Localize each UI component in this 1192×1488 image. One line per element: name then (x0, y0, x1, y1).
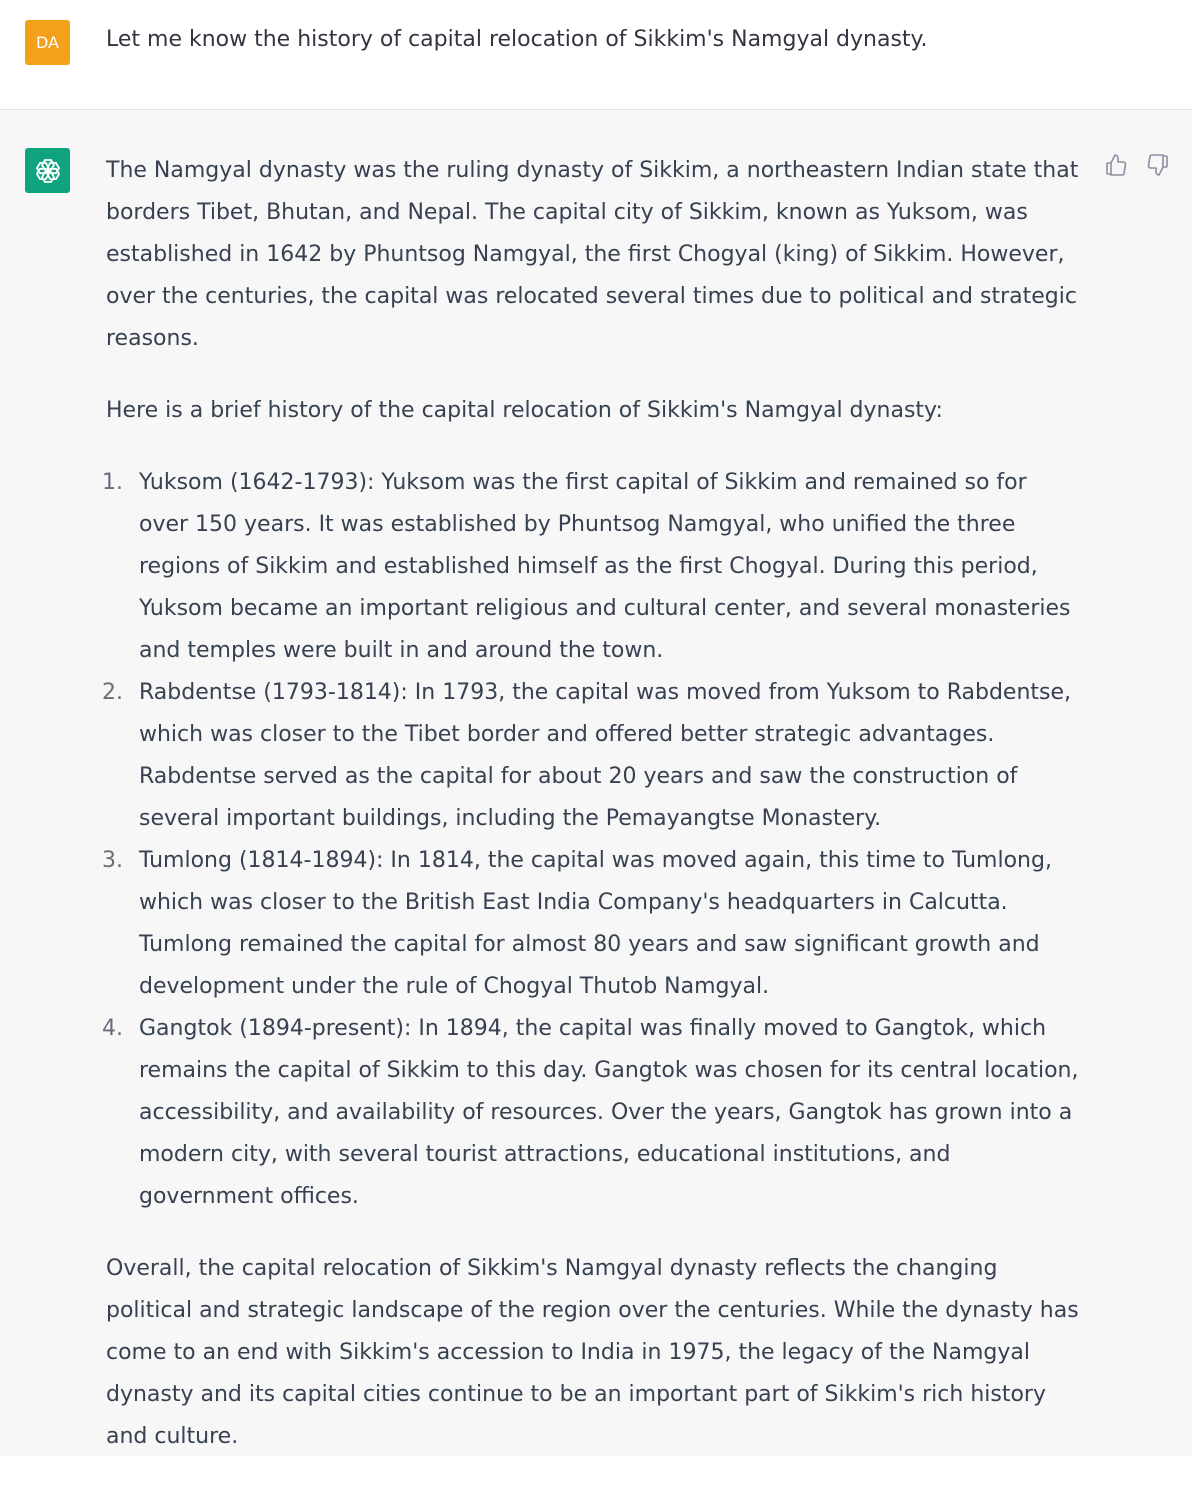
user-message-row (0, 0, 1192, 110)
answer-conclusion: Overall, the capital relocation of Sikkim's Namgyal dynasty reflects the changing political and strategic landscape of the region over the centuries. While the dynasty has come to an end with Sikkim's accession to India in 1975, the legacy of the Namgyal dynasty and its capital cities continue to be an important part of Sikkim's rich history and culture. (106, 1256, 1079, 1449)
list-number: 4. (102, 1016, 123, 1041)
capital-list (102, 462, 1081, 1218)
user-avatar: DA (25, 20, 70, 65)
user-message: Let me know the history of capital relocation of Sikkim's Namgyal dynasty. (106, 27, 928, 52)
list-text: Tumlong (1814-1894): In 1814, the capital was moved again, this time to Tumlong, which was closer to the British East India Company's headquarters in Calcutta. Tumlong remained the capital for almost 80 years and saw significant growth and development under the rule of Chogyal Thutob Namgyal. (139, 848, 1052, 999)
list-number: 2. (102, 680, 123, 705)
assistant-answer (102, 150, 1081, 1488)
answer-lead: Here is a brief history of the capital relocation of Sikkim's Namgyal dynasty: (106, 398, 943, 423)
list-number: 1. (102, 470, 123, 495)
list-item (102, 672, 1081, 840)
assistant-message-row (0, 110, 1192, 1456)
thumbs-up-icon[interactable] (1103, 152, 1129, 178)
list-item (102, 1008, 1081, 1218)
list-text: Rabdentse (1793-1814): In 1793, the capital was moved from Yuksom to Rabdentse, which was closer to the Tibet border and offered better strategic advantages. Rabdentse served as the capital for about 20 years and saw the construction of several important buildings, including the Pemayangtse Monastery. (139, 680, 1072, 831)
list-number: 3. (102, 848, 123, 873)
list-item (102, 840, 1081, 1008)
list-text: Yuksom (1642-1793): Yuksom was the first capital of Sikkim and remained so for over 150 years. It was established by Phuntsog Namgyal, who unified the three regions of Sikkim and established himself as the first Chogyal. During this period, Yuksom became an important religious and cultural center, and several monasteries and temples were built in and around the town. (139, 470, 1071, 663)
answer-intro: The Namgyal dynasty was the ruling dynasty of Sikkim, a northeastern Indian state that borders Tibet, Bhutan, and Nepal. The capital city of Sikkim, known as Yuksom, was established in 1642 by Phuntsog Namgyal, the first Chogyal (king) of Sikkim. However, over the centuries, the capital was relocated several times due to political and strategic reasons. (106, 158, 1079, 351)
list-text: Gangtok (1894-present): In 1894, the capital was finally moved to Gangtok, which remains the capital of Sikkim to this day. Gangtok was chosen for its central location, accessibility, and availability of resources. Over the years, Gangtok has grown into a modern city, with several tourist attractions, educational institutions, and government offices. (139, 1016, 1079, 1209)
openai-logo-icon (25, 148, 70, 193)
list-item (102, 462, 1081, 672)
thumbs-down-icon[interactable] (1145, 152, 1171, 178)
